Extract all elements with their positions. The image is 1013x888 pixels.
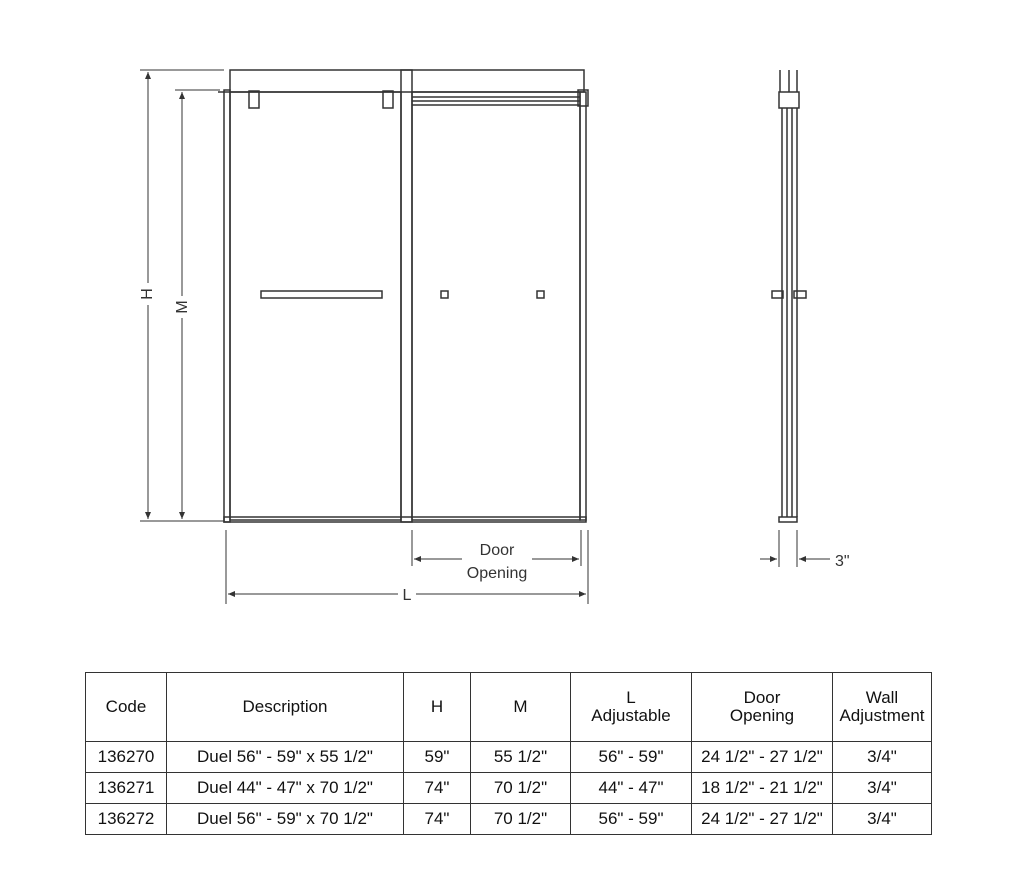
door-opening-label-line2: Opening bbox=[466, 565, 528, 582]
side-handle-right bbox=[794, 291, 806, 298]
header-door-opening bbox=[692, 673, 833, 742]
side-bottom-track bbox=[779, 517, 797, 522]
cell-code: 136271 bbox=[86, 773, 167, 804]
header-door-line1: Door bbox=[743, 688, 781, 707]
door-opening-label-line1: Door bbox=[479, 542, 515, 559]
header-description: Description bbox=[167, 673, 404, 742]
specifications-table bbox=[85, 672, 932, 835]
top-rail bbox=[230, 70, 584, 92]
header-wall-line1: Wall bbox=[865, 688, 899, 707]
towel-bar bbox=[261, 291, 382, 298]
h-label: H bbox=[139, 288, 156, 300]
header-l-line2: Adjustable bbox=[591, 706, 671, 725]
right-wall-jamb bbox=[580, 92, 586, 520]
left-roller-left bbox=[249, 91, 259, 108]
cell-door-opening: 24 1/2" - 27 1/2" bbox=[692, 804, 833, 835]
left-roller-right bbox=[383, 91, 393, 108]
header-wall-adjustment bbox=[833, 673, 932, 742]
cell-h: 74" bbox=[404, 804, 471, 835]
cell-h: 74" bbox=[404, 773, 471, 804]
cell-wall-adjustment: 3/4" bbox=[833, 742, 932, 773]
fixed-glass-panel bbox=[230, 92, 401, 520]
cell-l: 44" - 47" bbox=[571, 773, 692, 804]
cell-code: 136270 bbox=[86, 742, 167, 773]
side-view-dimensions bbox=[760, 530, 830, 567]
header-m: M bbox=[471, 673, 571, 742]
cell-l: 56" - 59" bbox=[571, 742, 692, 773]
header-code: Code bbox=[86, 673, 167, 742]
front-view-dimensions bbox=[140, 70, 588, 604]
cell-h: 59" bbox=[404, 742, 471, 773]
header-door-line2: Opening bbox=[729, 706, 795, 725]
m-label: M bbox=[174, 300, 191, 314]
table-row bbox=[86, 773, 932, 804]
cell-code: 136272 bbox=[86, 804, 167, 835]
table-row bbox=[86, 742, 932, 773]
cell-wall-adjustment: 3/4" bbox=[833, 773, 932, 804]
header-wall-line2: Adjustment bbox=[839, 706, 925, 725]
header-h: H bbox=[404, 673, 471, 742]
cell-description: Duel 56" - 59" x 70 1/2" bbox=[167, 804, 404, 835]
door-knob-right bbox=[537, 291, 544, 298]
table-row bbox=[86, 804, 932, 835]
header-l-adjustable bbox=[571, 673, 692, 742]
cell-m: 55 1/2" bbox=[471, 742, 571, 773]
sliding-door-panel bbox=[412, 92, 580, 520]
depth-label: 3" bbox=[835, 553, 850, 570]
side-top-bracket bbox=[779, 92, 799, 108]
side-view bbox=[772, 70, 806, 522]
cell-l: 56" - 59" bbox=[571, 804, 692, 835]
table-header-row bbox=[86, 673, 932, 742]
cell-m: 70 1/2" bbox=[471, 773, 571, 804]
cell-m: 70 1/2" bbox=[471, 804, 571, 835]
door-knob-left bbox=[441, 291, 448, 298]
cell-door-opening: 24 1/2" - 27 1/2" bbox=[692, 742, 833, 773]
cell-description: Duel 56" - 59" x 55 1/2" bbox=[167, 742, 404, 773]
front-view bbox=[218, 70, 588, 522]
left-wall-jamb bbox=[224, 90, 230, 522]
header-l-line1: L bbox=[626, 688, 636, 707]
cell-door-opening: 18 1/2" - 21 1/2" bbox=[692, 773, 833, 804]
cell-wall-adjustment: 3/4" bbox=[833, 804, 932, 835]
door-stile bbox=[401, 70, 412, 522]
l-label: L bbox=[402, 587, 412, 604]
cell-description: Duel 44" - 47" x 70 1/2" bbox=[167, 773, 404, 804]
